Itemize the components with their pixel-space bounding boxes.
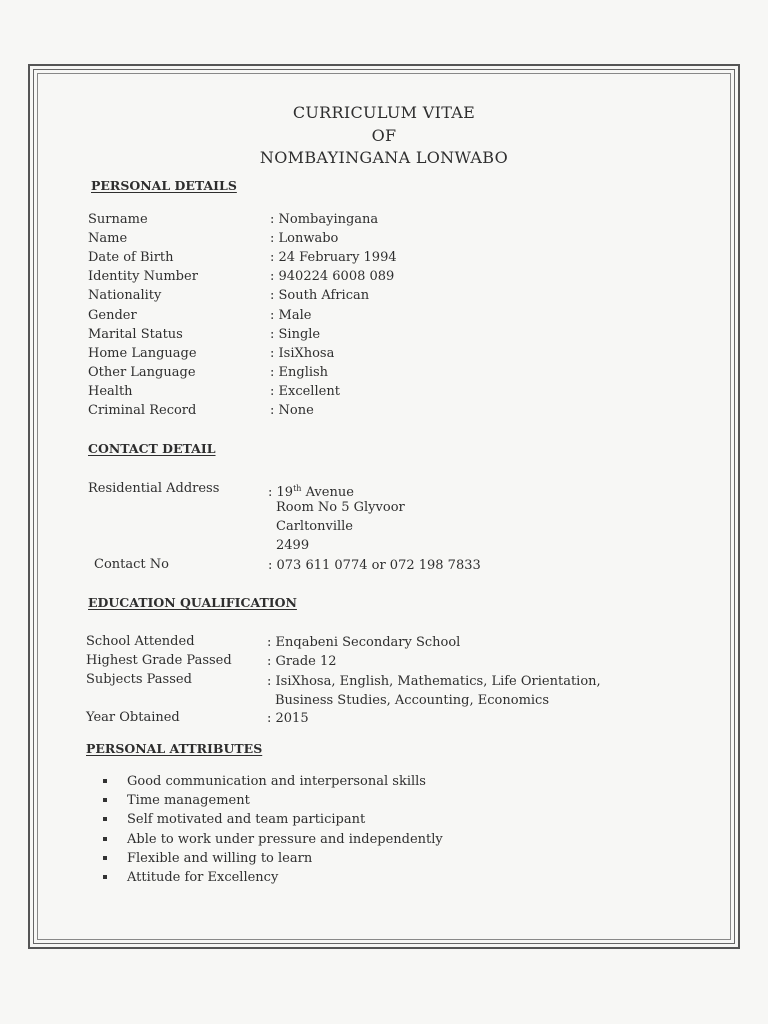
subjects-passed-label: Subjects Passed (86, 672, 192, 687)
field-label: Name (88, 231, 128, 246)
personal-detail-row (88, 382, 648, 401)
field-value: : IsiXhosa (270, 346, 335, 361)
highest-grade-value: : Grade 12 (267, 654, 337, 669)
personal-detail-row (88, 286, 648, 305)
field-label: Criminal Record (88, 403, 197, 418)
cv-title: CURRICULUM VITAE (292, 103, 476, 122)
attribute-list-item (103, 849, 312, 868)
personal-detail-row (88, 325, 648, 344)
highest-grade-label: Highest Grade Passed (86, 653, 232, 668)
field-value: : None (270, 403, 314, 418)
attribute-text: Self motivated and team participant (127, 812, 366, 827)
field-value: : 940224 6008 089 (270, 269, 395, 284)
residential-address-line2: Room No 5 Glyvoor (276, 500, 405, 515)
education-heading: EDUCATION QUALIFICATION (88, 595, 297, 610)
bullet-icon (103, 779, 107, 783)
personal-detail-row (88, 344, 648, 363)
residential-address-line4: 2499 (276, 538, 310, 553)
field-label: Nationality (88, 288, 162, 303)
attribute-text: Good communication and interpersonal skills (127, 774, 426, 789)
contact-number-value: : 073 611 0774 or 072 198 7833 (268, 558, 481, 573)
attribute-list-item (103, 810, 365, 829)
personal-detail-row (88, 363, 648, 382)
attribute-list-item (103, 772, 426, 791)
field-label: Health (88, 384, 133, 399)
field-label: Gender (88, 308, 137, 323)
residential-address-line3: Carltonville (276, 519, 354, 534)
bullet-icon (103, 837, 107, 841)
bullet-icon (103, 875, 107, 879)
address-street-number: : 19 (268, 485, 294, 500)
year-obtained-value: : 2015 (267, 711, 309, 726)
cv-candidate-name: NOMBAYINGANA LONWABO (259, 148, 509, 167)
field-value: : Lonwabo (270, 231, 339, 246)
bullet-icon (103, 798, 107, 802)
field-value: : Excellent (270, 384, 340, 399)
personal-detail-row (88, 229, 648, 248)
field-value: : Nombayingana (270, 212, 379, 227)
personal-detail-row (88, 401, 648, 420)
field-value: : South African (270, 288, 370, 303)
cv-title-of: OF (371, 126, 397, 145)
personal-detail-row (88, 306, 648, 325)
field-label: Other Language (88, 365, 196, 380)
attribute-list-item (103, 868, 278, 887)
attribute-list-item (103, 830, 443, 849)
year-obtained-label: Year Obtained (86, 710, 180, 725)
attribute-text: Time management (127, 793, 250, 808)
personal-detail-row (88, 210, 648, 229)
bullet-icon (103, 856, 107, 860)
field-label: Marital Status (88, 327, 183, 342)
bullet-icon (103, 817, 107, 821)
field-label: Surname (88, 212, 148, 227)
field-label: Date of Birth (88, 250, 174, 265)
attribute-text: Flexible and willing to learn (127, 851, 313, 866)
personal-detail-row (88, 267, 648, 286)
field-value: : Single (270, 327, 321, 342)
field-value: : 24 February 1994 (270, 250, 397, 265)
personal-details-heading: PERSONAL DETAILS (91, 178, 237, 193)
contact-number-label: Contact No (94, 557, 169, 572)
address-street-name: Avenue (301, 485, 354, 500)
contact-detail-heading: CONTACT DETAIL (88, 441, 216, 456)
attribute-list-item (103, 791, 250, 810)
subjects-passed-line2: Business Studies, Accounting, Economics (275, 693, 550, 708)
field-value: : English (270, 365, 329, 380)
residential-address-label: Residential Address (88, 481, 220, 496)
school-attended-value: : Enqabeni Secondary School (267, 635, 461, 650)
attribute-text: Able to work under pressure and independently (127, 832, 443, 847)
field-label: Identity Number (88, 269, 198, 284)
subjects-passed-line1: : IsiXhosa, English, Mathematics, Life Orientation, (267, 674, 601, 689)
personal-detail-row (88, 248, 648, 267)
field-value: : Male (270, 308, 312, 323)
field-label: Home Language (88, 346, 197, 361)
address-ordinal-suffix: th (293, 484, 302, 493)
school-attended-label: School Attended (86, 634, 195, 649)
attribute-text: Attitude for Excellency (127, 870, 279, 885)
personal-attributes-heading: PERSONAL ATTRIBUTES (86, 741, 263, 756)
